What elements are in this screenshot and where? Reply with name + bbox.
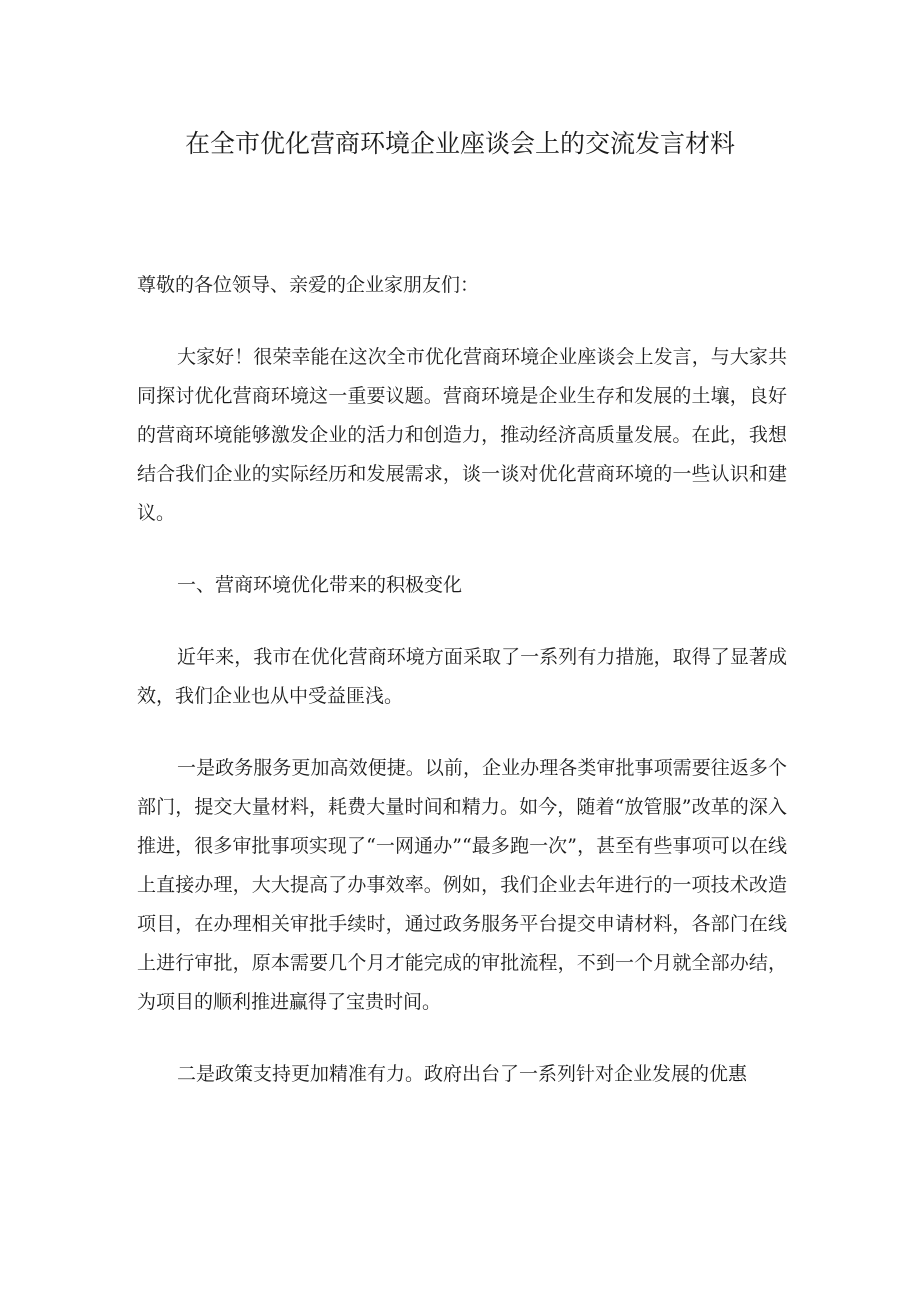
paragraph-recent-years: 近年来，我市在优化营商环境方面采取了一系列有力措施，取得了显著成效，我们企业也从中受益匪浅。 (137, 646, 787, 707)
salutation: 尊敬的各位领导、亲爱的企业家朋友们： (137, 274, 480, 296)
section-heading-1: 一、营商环境优化带来的积极变化 (177, 574, 463, 596)
paragraph-intro: 大家好！很荣幸能在这次全市优化营商环境企业座谈会上发言，与大家共同探讨优化营商环境这一重要议题。营商环境是企业生存和发展的土壤，良好的营商环境能够激发企业的活力和创造力，推动经济高质量发展。在此，我想结合我们企业的实际经历和发展需求，谈一谈对优化营商环境的一些认识和建议。 (137, 346, 787, 524)
document-body (137, 266, 787, 1127)
paragraph-point-2: 二是政策支持更加精准有力。政府出台了一系列针对企业发展的优惠 (177, 1063, 748, 1085)
document-title: 在全市优化营商环境企业座谈会上的交流发言材料 (184, 129, 735, 158)
paragraph-point-1: 一是政务服务更加高效便捷。以前，企业办理各类审批事项需要往返多个部门，提交大量材料，耗费大量时间和精力。如今，随着“放管服”改革的深入推进，很多审批事项实现了“一网通办”“最多跑一次”，甚至有些事项可以在线上直接办理，大大提高了办事效率。例如，我们企业去年进行的一项技术改造项目，在办理相关审批手续时，通过政务服务平台提交申请材料，各部门在线上进行审批，原本需要几个月才能完成的审批流程，不到一个月就全部办结，为项目的顺利推进赢得了宝贵时间。 (137, 757, 787, 1013)
